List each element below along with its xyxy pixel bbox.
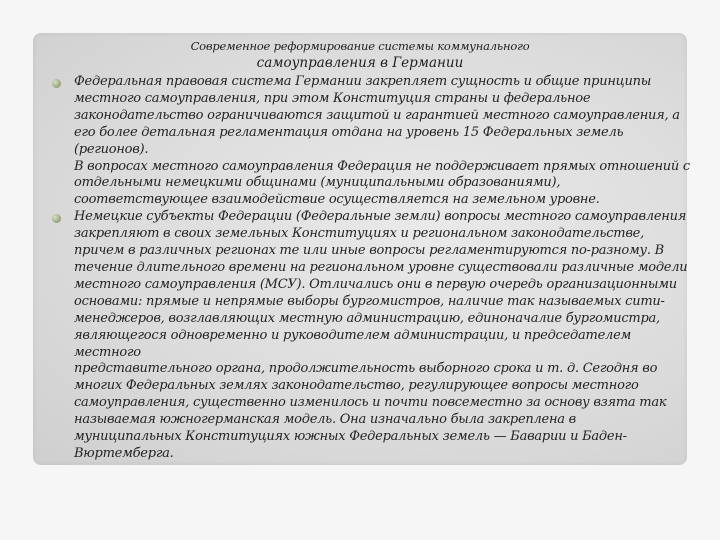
text-line: менеджеров, возглавляющих местную администрацию, единоначалие бургомистра, xyxy=(74,310,660,326)
text-line: самоуправления, существенно изменилось и почти повсеместно за основу взята так xyxy=(74,395,667,411)
bullet-text-1 xyxy=(74,74,692,209)
text-line: В вопросах местного самоуправления Федерация не поддерживает прямых отношений с xyxy=(74,158,690,174)
text-line: его более детальная регламентация отдана на уровень 15 Федеральных земель (регионов). xyxy=(74,124,624,157)
text-line: Немецкие субъекты Федерации (Федеральные земли) вопросы местного самоуправления xyxy=(74,209,687,225)
text-line: отдельными немецкими общинами (муниципальными образованиями), xyxy=(74,175,561,191)
bullet-list xyxy=(52,74,692,463)
text-line: течение длительного времени на региональном уровне существовали различные модели xyxy=(74,259,688,275)
bullet-icon xyxy=(52,79,61,88)
text-line: законодательство ограничиваются защитой и гарантией местного самоуправления, а xyxy=(74,107,680,123)
text-line: многих Федеральных землях законодательство, регулирующее вопросы местного xyxy=(74,378,639,394)
text-line: являющегося одновременно и руководителем администрации, и председателем местного xyxy=(74,327,632,360)
bullet-item-2 xyxy=(52,209,692,463)
text-line: местного самоуправления, при этом Конституция страны и федеральное xyxy=(74,90,591,106)
text-line: называемая южногерманская модель. Она изначально была закреплена в xyxy=(74,412,577,428)
text-line: Вюртемберга. xyxy=(74,445,174,461)
text-line: соответствующее взаимодействие осуществляется на земельном уровне. xyxy=(74,192,600,208)
bullet-icon xyxy=(52,214,61,223)
text-line: местного самоуправления (МСУ). Отличались они в первую очередь организационными xyxy=(74,276,677,292)
text-line: закрепляют в своих земельных Конституциях и региональном законодательстве, xyxy=(74,226,644,242)
text-line: причем в различных регионах те или иные вопросы регламентируются по-разному. В xyxy=(74,243,664,259)
slide-title-line-2: самоуправления в Германии xyxy=(256,55,464,71)
text-line: муниципальных Конституциях южных Федеральных земель — Баварии и Баден- xyxy=(74,429,627,445)
slide-title-line-1: Современное реформирование системы коммунального xyxy=(190,39,530,53)
text-line: основами: прямые и непрямые выборы бургомистров, наличие так называемых сити- xyxy=(74,293,665,309)
bullet-item-1 xyxy=(52,74,692,209)
text-line: Федеральная правовая система Германии закрепляет сущность и общие принципы xyxy=(74,74,652,89)
bullet-text-2 xyxy=(74,209,692,463)
text-line: представительного органа, продолжительность выборного срока и т. д. Сегодня во xyxy=(74,361,658,377)
